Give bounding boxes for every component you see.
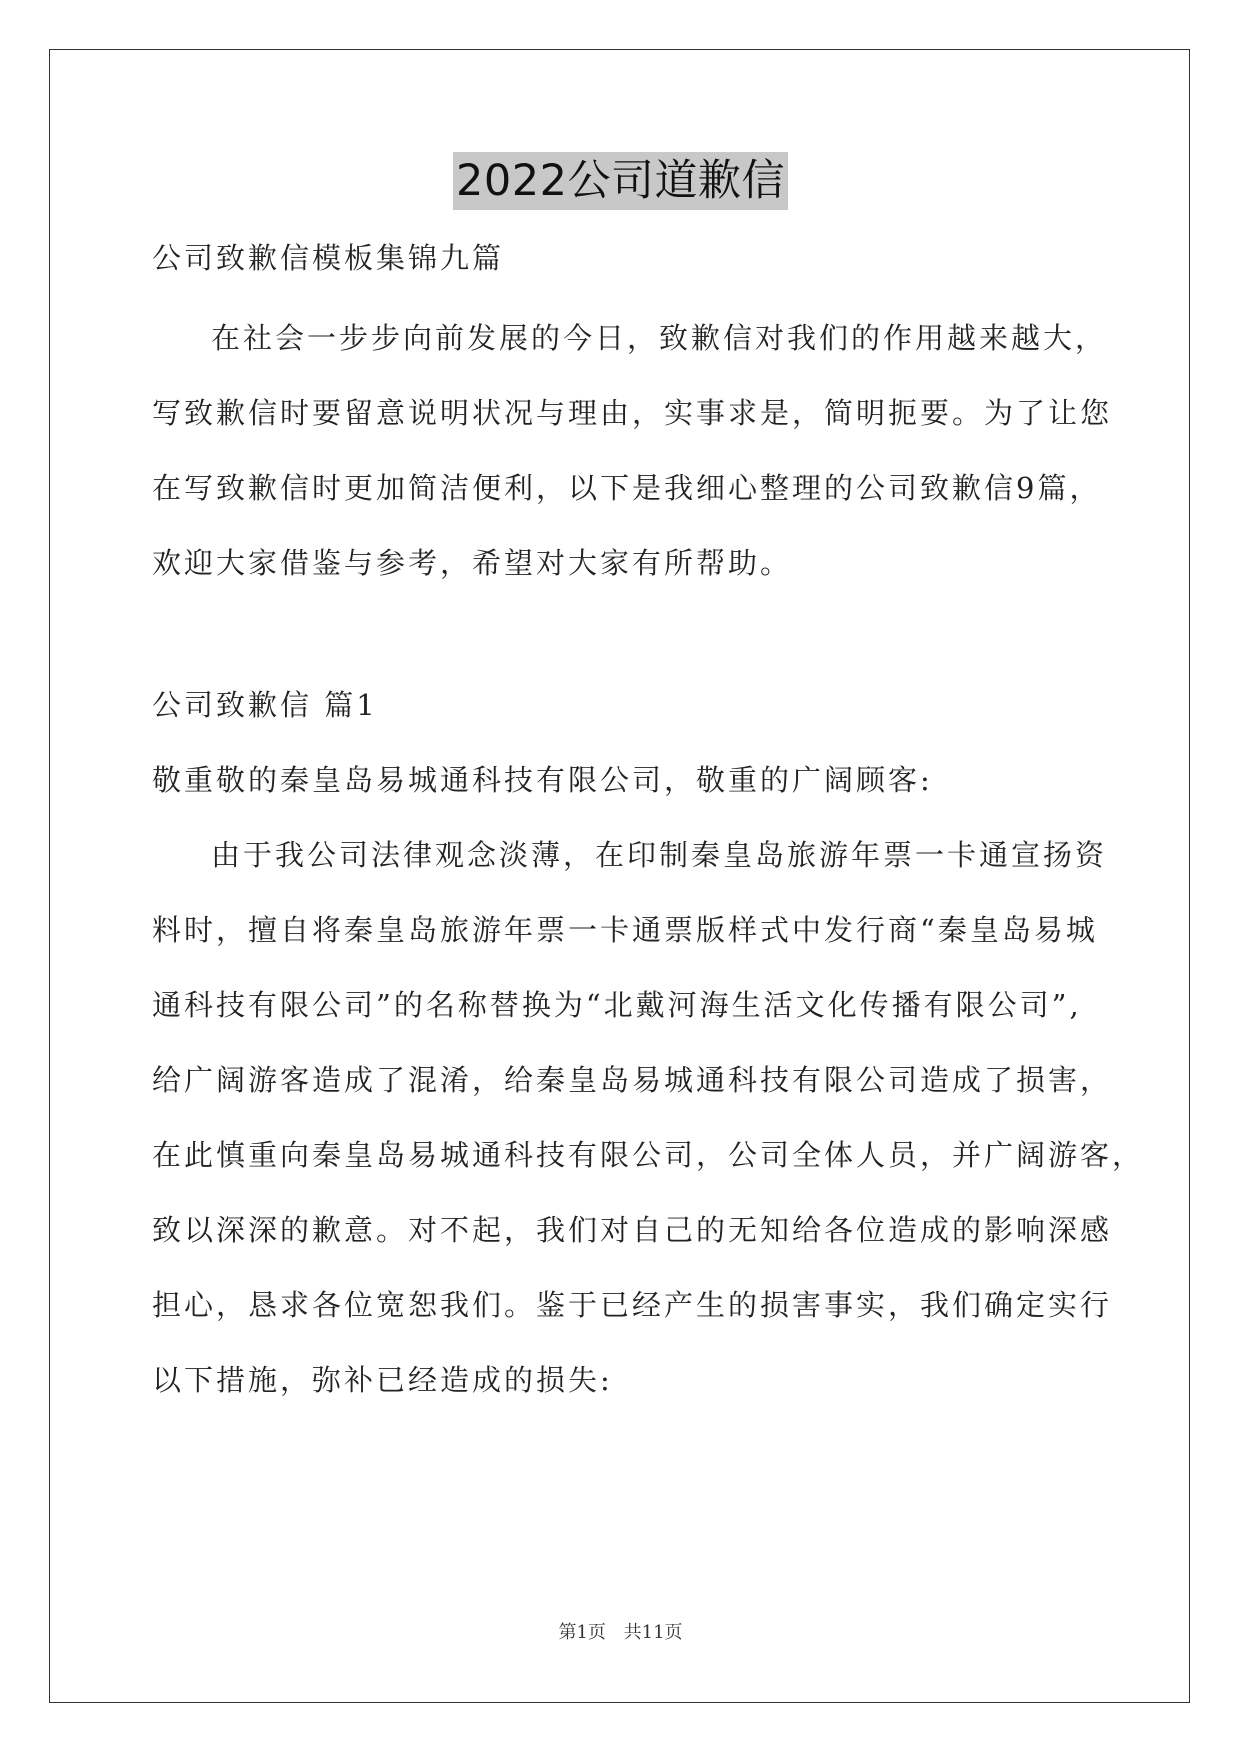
body-line-1: 由于我公司法律观念淡薄，在印制秦皇岛旅游年票一卡通宣扬资 [211, 838, 1108, 872]
body-line-4: 给广阔游客造成了混淆，给秦皇岛易城通科技有限公司造成了损害， [152, 1063, 1113, 1097]
intro-line-1: 在社会一步步向前发展的今日，致歉信对我们的作用越来越大， [211, 321, 1108, 355]
body-line-5: 在此慎重向秦皇岛易城通科技有限公司，公司全体人员，并广阔游客， [152, 1138, 1145, 1172]
page-total: 共11页 [623, 1622, 683, 1643]
intro-line-3: 在写致歉信时更加简洁便利，以下是我细心整理的公司致歉信9篇， [152, 471, 1102, 505]
intro-line-4: 欢迎大家借鉴与参考，希望对大家有所帮助。 [152, 546, 793, 580]
page-footer [0, 1618, 1241, 1644]
salutation: 敬重敬的秦皇岛易城通科技有限公司，敬重的广阔顾客: [152, 763, 933, 797]
section-heading: 公司致歉信 篇1 [152, 688, 378, 722]
intro-line-2: 写致歉信时要留意说明状况与理由，实事求是，简明扼要。为了让您 [152, 396, 1113, 430]
page-number: 第1页 [558, 1622, 606, 1643]
body-line-6: 致以深深的歉意。对不起，我们对自己的无知给各位造成的影响深感 [152, 1213, 1113, 1247]
document-title: 2022公司道歉信 [453, 152, 788, 210]
body-line-2: 料时，擅自将秦皇岛旅游年票一卡通票版样式中发行商“秦皇岛易城 [152, 913, 1098, 947]
document-subtitle: 公司致歉信模板集锦九篇 [152, 241, 505, 275]
page-border [49, 49, 1190, 1703]
body-line-3: 通科技有限公司”的名称替换为“北戴河海生活文化传播有限公司”, [152, 988, 1082, 1022]
body-line-8: 以下措施，弥补已经造成的损失: [152, 1363, 613, 1397]
title-container [0, 152, 1241, 210]
body-line-7: 担心，恳求各位宽恕我们。鉴于已经产生的损害事实，我们确定实行 [152, 1288, 1113, 1322]
